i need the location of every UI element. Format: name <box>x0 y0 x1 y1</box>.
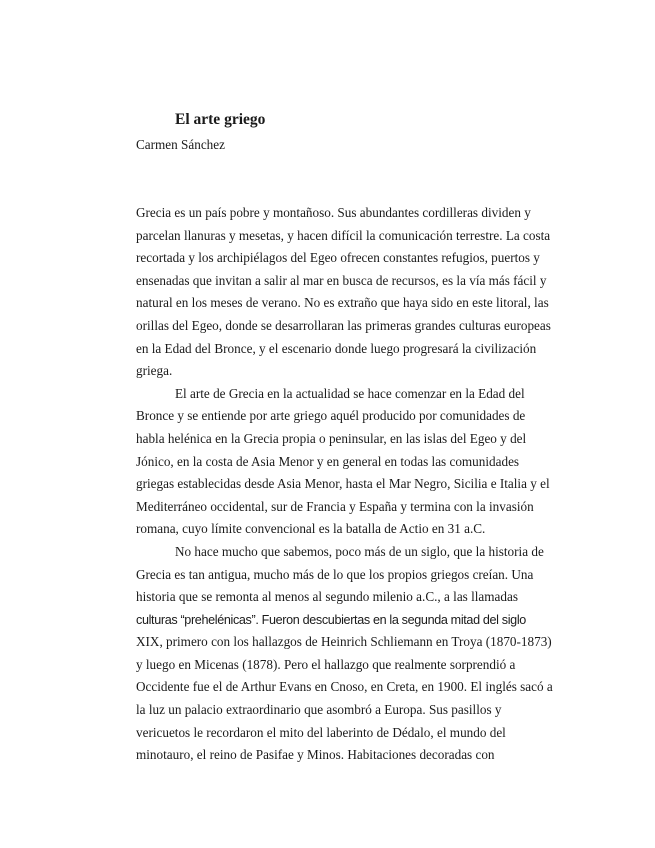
text-line: historia que se remonta al menos al segundo milenio a.C., a las llamadas <box>136 589 518 605</box>
text-line: en la Edad del Bronce, y el escenario donde luego progresará la civilización <box>136 340 537 356</box>
text-line: parcelan llanuras y mesetas, y hacen difícil la comunicación terrestre. La costa <box>136 227 551 243</box>
text-line: Grecia es tan antigua, mucho más de lo que los propios griegos creían. Una <box>136 566 534 582</box>
text-line: habla helénica en la Grecia propia o peninsular, en las islas del Egeo y del <box>136 430 527 446</box>
text-line: la luz un palacio extraordinario que asombró a Europa. Sus pasillos y <box>136 702 502 718</box>
text-line: Occidente fue el de Arthur Evans en Cnoso, en Creta, en 1900. El inglés sacó a <box>136 679 553 695</box>
text-line: romana, cuyo límite convencional es la batalla de Actio en 31 a.C. <box>136 521 486 537</box>
text-line: ensenadas que invitan a salir al mar en busca de recursos, es la vía más fácil y <box>136 272 547 288</box>
text-line: natural en los meses de verano. No es extraño que haya sido en este litoral, las <box>136 295 549 311</box>
document-author: Carmen Sánchez <box>136 137 225 152</box>
text-line: Jónico, en la costa de Asia Menor y en general en todas las comunidades <box>136 453 520 469</box>
text-line: XIX, primero con los hallazgos de Heinrich Schliemann en Troya (1870-1873) <box>136 634 552 650</box>
text-line: vericuetos le recordaron el mito del laberinto de Dédalo, el mundo del <box>136 724 506 740</box>
text-line: Mediterráneo occidental, sur de Francia y España y termina con la invasión <box>136 498 534 514</box>
text-line: griegas establecidas desde Asia Menor, hasta el Mar Negro, Sicilia e Italia y el <box>136 476 550 492</box>
text-line: y luego en Micenas (1878). Pero el hallazgo que realmente sorprendió a <box>136 656 516 672</box>
text-line: culturas “prehelénicas”. Fueron descubiertas en la segunda mitad del siglo <box>136 612 526 627</box>
document-title: El arte griego <box>175 111 266 128</box>
paragraph-start-line: No hace mucho que sabemos, poco más de un siglo, que la historia de <box>175 543 544 559</box>
text-line: Grecia es un país pobre y montañoso. Sus abundantes cordilleras dividen y <box>136 205 531 220</box>
paragraph-start-line: El arte de Grecia en la actualidad se hace comenzar en la Edad del <box>175 385 525 401</box>
text-line: recortada y los archipiélagos del Egeo ofrecen constantes refugios, puertos y <box>136 250 540 266</box>
text-line: griega. <box>136 363 173 379</box>
body-text <box>136 202 556 767</box>
text-line: Bronce y se entiende por arte griego aquél producido por comunidades de <box>136 408 526 424</box>
text-line: orillas del Egeo, donde se desarrollaran las primeras grandes culturas europeas <box>136 317 551 333</box>
text-line: minotauro, el reino de Pasifae y Minos. Habitaciones decoradas con <box>136 747 495 763</box>
